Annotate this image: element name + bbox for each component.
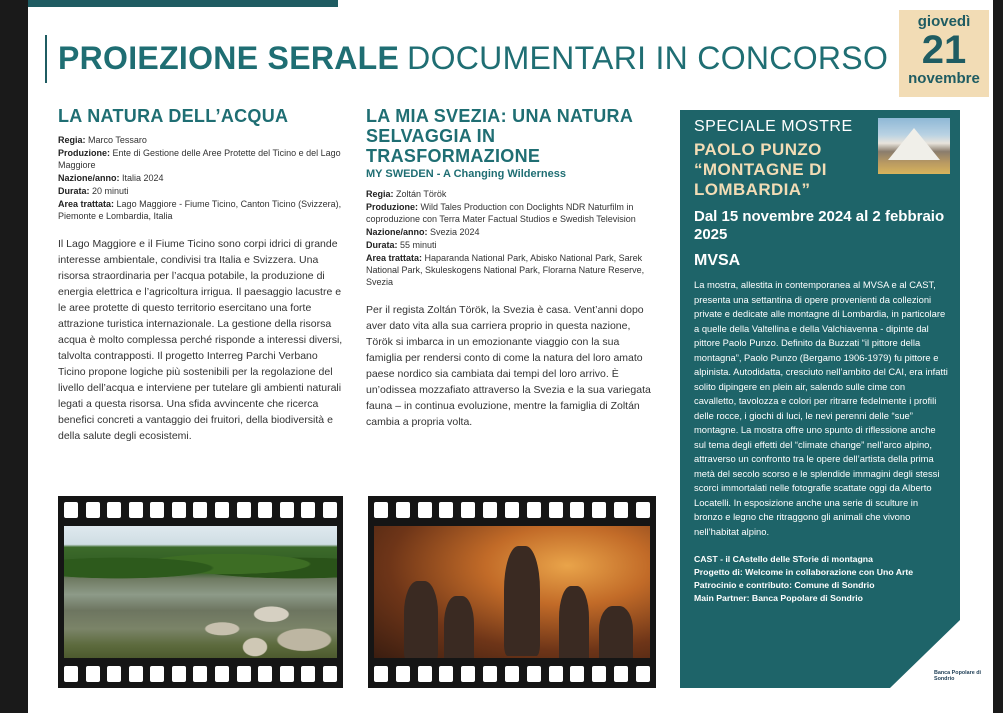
article-natura-acqua: [58, 106, 346, 444]
river-photo: [64, 526, 337, 658]
credit-row: Nazione/anno: Italia 2024: [58, 173, 164, 183]
date-badge: [899, 10, 989, 97]
credit-row: Durata: 20 minuti: [58, 186, 129, 196]
credit-row: Nazione/anno: Svezia 2024: [366, 227, 480, 237]
date-day: 21: [921, 28, 967, 72]
article-body: Per il regista Zoltán Török, la Svezia è casa. Vent’anni dopo aver dato vita alla sua carriera proprio in questa nazione, Török si imbarca in un emozionante viaggio con la sua famiglia per rendersi conto di come la natura del loro amato paese nordico sia cambiata dai tempi del loro arrivo. È un’odissea mozzafiato attraverso la Svezia e la sua variegata fauna – in continua evoluzione, mentre la famiglia di Zoltán cambia a propria volta.: [366, 304, 651, 428]
article-title: LA MIA SVEZIA: UNA NATURA SELVAGGIA IN TRASFORMAZIONE: [366, 106, 633, 166]
film-perforations: [64, 502, 337, 518]
exhibition-venue: MVSA: [694, 252, 741, 269]
film-perforations: [374, 666, 650, 682]
filmstrip-birds-photo: [368, 496, 656, 688]
film-perforations: [374, 502, 650, 518]
article-title: LA NATURA DELL’ACQUA: [58, 106, 289, 126]
credit-line: Progetto di: Welcome in collaborazione con Uno Arte: [694, 567, 914, 577]
sidebar-label: SPECIALE MOSTRE: [694, 118, 853, 135]
credit-row: Area trattata: Haparanda National Park, Abisko National Park, Sarek National Park, Skuleskogens National Park, Florarna Nature Reserve, Svezia: [366, 253, 645, 287]
date-weekday: giovedì: [917, 13, 971, 30]
article-mia-svezia: [366, 106, 656, 430]
credit-row: Area trattata: Lago Maggiore - Fiume Ticino, Canton Ticino (Svizzera), Piemonte e Lombardia, Italia: [58, 199, 342, 221]
date-month: novembre: [908, 70, 980, 87]
credit-row: Regia: Marco Tessaro: [58, 135, 147, 145]
exhibition-description: La mostra, allestita in contemporanea al MVSA e al CAST, presenta una settantina di opere provenienti da collezioni private e dedicate alle montagne di Lombardia, in particolare a quelle della Valtellina e della Valchiavenna - dipinte dal pittore Paolo Punzo. Definito da Buzzati “il pittore della montagna”, Paolo Punzo (Bergamo 1906-1979) fu pittore e alpinista. Autodidatta, cresciuto nell’ambito del CAI, era infatti solito dipingere en plein air, salendo sulle cime con cavalletto, tavolozza e colori per ritrarre fedelmente i profili delle rocce, i giochi di luci, le nevi perenni delle “sue” montagne. La mostra offre uno spunto di riflessione anche sul tema degli effetti del “climate change” nell’arco alpino, attraverso un confronto tra le opere dell’artista della prima metà del secolo scorso e le splendide immagini degli stessi scorci immortalati nelle fotografie scattate oggi da Alberto Locatelli. In esposizione anche una serie di sculture in bronzo e legno che ritraggono gli animali che vivono nell’habitat alpino.: [694, 279, 948, 537]
article-credits: [366, 188, 656, 288]
exhibition-sidebar: [680, 110, 960, 688]
credit-line: Main Partner: Banca Popolare di Sondrio: [694, 593, 863, 603]
film-perforations: [64, 666, 337, 682]
page-title: [58, 40, 888, 77]
page: [28, 0, 993, 713]
credit-row: Regia: Zoltán Török: [366, 189, 447, 199]
credit-row: Durata: 55 minuti: [366, 240, 437, 250]
credit-line: CAST - il CAstello delle STorie di montagna: [694, 554, 873, 564]
header-rule: [45, 35, 47, 83]
article-body: Il Lago Maggiore e il Fiume Ticino sono corpi idrici di grande interesse ambientale, condivisi tra Italia e Svizzera. Una risorsa straordinaria per l’acqua potabile, la produzione di energia elettrica e l’agricoltura irrigua. Il paesaggio lacustre e le aree protette di questo territorio esercitano una forte attrazione turistica internazionale. La gestione della risorsa acqua è molto complessa perché risponde a interessi diversi, talvolta contrapposti. Il progetto Interreg Parchi Verbano Ticino propone logiche più sostenibili per la regolazione del livello dell’acqua e interviene per tutelare gli ambienti naturali legati a questa risorsa. Una sfida avvincente che ricerca benefici concreti a vantaggio dei fruitori, della biodiversità e della salute degli ecosistemi.: [58, 238, 343, 442]
top-accent-bar: [28, 0, 338, 7]
bank-logo: Banca Popolare di Sondrio: [934, 670, 982, 682]
birds-photo: [374, 526, 650, 658]
exhibition-credits: [694, 553, 948, 605]
article-credits: [58, 134, 346, 222]
exhibition-dates: Dal 15 novembre 2024 al 2 febbraio 2025: [694, 208, 945, 243]
article-subtitle: MY SWEDEN - A Changing Wilderness: [366, 168, 566, 180]
title-bold: PROIEZIONE SERALE: [58, 40, 400, 76]
filmstrip-river-photo: [58, 496, 343, 688]
exhibition-title: PAOLO PUNZO “MONTAGNE DI LOMBARDIA”: [694, 140, 827, 199]
credit-row: Produzione: Wild Tales Production con Doclights NDR Naturfilm in coproduzione con Terra Mater Factual Studios e Swedish Television: [366, 202, 636, 224]
title-light: DOCUMENTARI IN CONCORSO: [407, 40, 889, 76]
credit-row: Produzione: Ente di Gestione delle Aree Protette del Ticino e del Lago Maggiore: [58, 148, 341, 170]
credit-line: Patrocinio e contributo: Comune di Sondrio: [694, 580, 875, 590]
